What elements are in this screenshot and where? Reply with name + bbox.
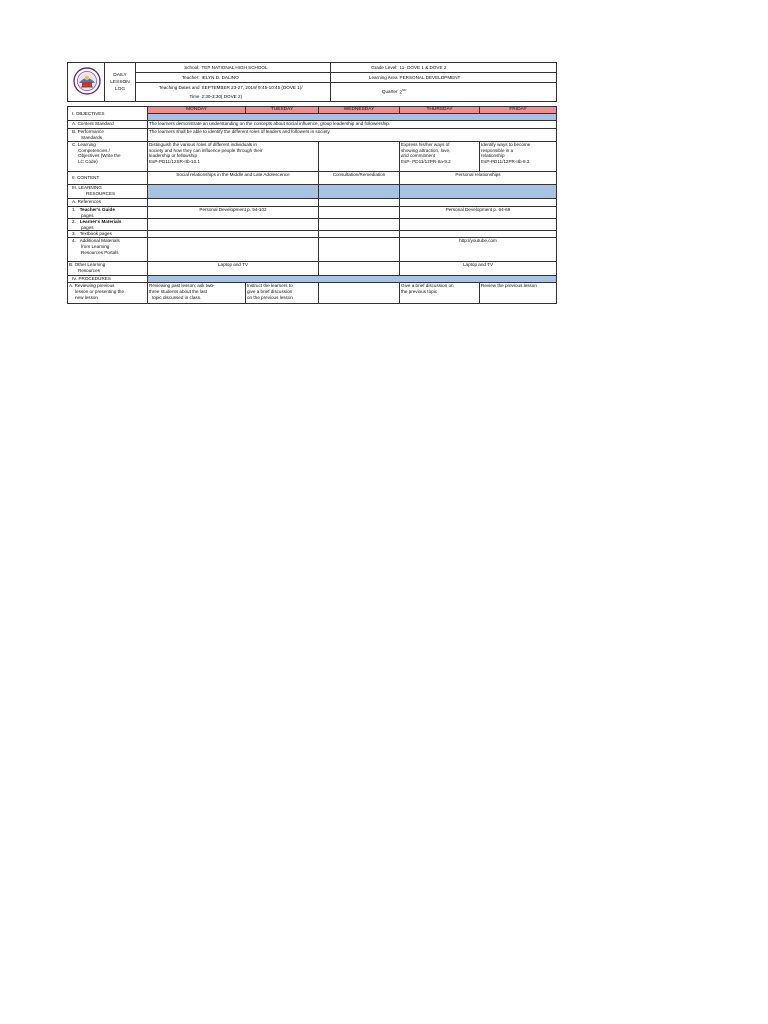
- quarter-value-cell: [399, 83, 557, 102]
- teachers-guide-monday: Personal Development p. 94-102: [148, 207, 319, 219]
- text-line: Give a brief discussion on: [401, 283, 454, 289]
- label-number: 2.: [72, 219, 76, 225]
- dates-label: Teaching Dates and: [136, 83, 201, 93]
- time-value: 2:30-3:30( DOVE 2): [201, 92, 331, 102]
- resources-label: [68, 185, 148, 199]
- content-standard-text: The learners demonstrate an understanding on the concepts about social influence, group leadership and followership.: [148, 121, 557, 129]
- label-line: Objectives (Write the: [78, 153, 121, 159]
- text-line: EsP-PD11/12PR-IIb-9.3: [481, 158, 530, 164]
- text-line: EsP-PD11/12SR-IIb-10.1: [149, 158, 200, 164]
- label-line: Resources Portals: [81, 249, 119, 255]
- teacher-value: IELYN D. DALINO: [201, 73, 331, 83]
- competencies-label: [68, 142, 148, 172]
- logo-cell: [68, 63, 105, 102]
- section-band: [319, 185, 400, 199]
- text-line: the previous topic: [401, 288, 438, 294]
- other-resources-monday: Laptop and TV: [148, 262, 319, 276]
- label-line: new lesson: [75, 294, 98, 300]
- label-line: B. Other Learning: [69, 262, 106, 268]
- label-line: Resources: [78, 267, 100, 273]
- header-table: [67, 62, 557, 102]
- text-line: Express his/her ways of: [401, 142, 450, 147]
- text-line: responsible in a: [481, 147, 514, 153]
- label-number: 3.: [72, 231, 76, 237]
- teacher-label: Teacher:: [136, 73, 201, 83]
- content-monday: Social relationships in the Middle and Late Adolescence: [148, 172, 319, 185]
- empty-cell: [148, 199, 319, 207]
- dll-title-line: LOG: [114, 86, 126, 92]
- dll-title: [105, 63, 136, 102]
- label-line: Competencies /: [78, 147, 110, 153]
- text-line: leadership or fellowship: [149, 153, 198, 159]
- quarter-sup: ND: [402, 88, 407, 93]
- label-number: 1.: [72, 207, 76, 212]
- deped-seal-icon: [73, 67, 101, 95]
- empty-cell: [319, 199, 400, 207]
- empty-cell: [319, 231, 400, 238]
- content-wednesday: Consultation/Remediation: [319, 172, 400, 185]
- procedures-label: IV. PROCEDURES: [68, 276, 148, 283]
- review-monday: [148, 283, 246, 304]
- empty-cell: [400, 219, 557, 231]
- dll-title-line: DAILY: [113, 72, 127, 78]
- label-line: III. LEARNING: [72, 185, 102, 190]
- day-header-wednesday: WEDNESDAY: [319, 107, 400, 114]
- competency-friday: [480, 142, 557, 172]
- dll-title-line: LESSON: [110, 79, 130, 85]
- section-band: [148, 185, 319, 199]
- content-standard-label: A. Content Standard: [68, 121, 148, 129]
- competency-thursday: [400, 142, 480, 172]
- text-line: give a brief discussion: [247, 288, 293, 294]
- empty-cell: [319, 219, 400, 231]
- section-band: [148, 114, 557, 121]
- area-label: Learning Area: [331, 73, 399, 83]
- grade-label: Grade Level:: [331, 63, 399, 73]
- quarter-value: 2: [399, 89, 403, 95]
- competency-wednesday: [319, 142, 400, 172]
- empty-cell: [148, 219, 319, 231]
- review-wednesday: [319, 283, 400, 304]
- label-line: pages: [81, 224, 94, 230]
- text-line: three students about the last: [149, 288, 207, 294]
- school-label: School:: [136, 63, 201, 73]
- review-tuesday: [246, 283, 319, 304]
- text-line: topic discussed in class.: [152, 294, 202, 300]
- empty-cell: [400, 199, 557, 207]
- day-header-thursday: THURSDAY: [400, 107, 480, 114]
- label-text: Additional Materials: [79, 238, 120, 244]
- text-line: Identify ways to become: [481, 142, 531, 147]
- empty-cell: [319, 238, 400, 262]
- text-line: showing attraction, love,: [401, 147, 451, 153]
- day-header-monday: MONDAY: [148, 107, 246, 114]
- text-line: Distinguish the various roles of different individuals in: [149, 142, 257, 147]
- references-label: A. References: [68, 199, 148, 207]
- review-friday: Review the previous lesson: [480, 283, 557, 304]
- learners-materials-label: [68, 219, 148, 231]
- section-band: [400, 185, 557, 199]
- other-resources-thursday: Laptop and TV: [400, 262, 557, 276]
- review-thursday: [400, 283, 480, 304]
- label-text: Learner's Materials: [79, 219, 122, 225]
- dates-value: SEPTEMBER 23-27, 2019/ 9:45-10:45 (DOVE 1)/: [201, 83, 331, 93]
- objectives-label: I. OBJECTIVES: [68, 107, 148, 121]
- day-header-friday: FRIDAY: [480, 107, 557, 114]
- text-line: society and how they can influence people through their: [149, 147, 263, 153]
- additional-materials-label: [68, 238, 148, 262]
- time-label: Time: [136, 92, 201, 102]
- label-line: from Learning: [81, 243, 110, 249]
- quarter-label: Quarter: [331, 83, 399, 102]
- label-text: Textbook pages: [79, 231, 112, 237]
- label-line: Standards: [81, 134, 102, 140]
- label-line: pages: [81, 212, 94, 218]
- label-line: C. Learning: [72, 142, 96, 147]
- additional-materials-link[interactable]: http://youtube.com: [400, 238, 557, 262]
- label-line: RESOURCES: [86, 190, 116, 196]
- text-line: and commitment: [401, 153, 435, 159]
- label-text: Teacher's Guide: [79, 207, 115, 212]
- empty-cell: [400, 231, 557, 238]
- empty-cell: [319, 262, 400, 276]
- other-resources-label: [68, 262, 148, 276]
- text-line: on the previous lesson: [247, 294, 293, 300]
- label-line: A. Reviewing previous: [69, 283, 115, 289]
- empty-cell: [148, 238, 319, 262]
- empty-cell: [148, 231, 319, 238]
- label-line: lesson or presenting the: [75, 288, 125, 294]
- dll-table: [67, 106, 557, 304]
- text-line: relationship: [481, 153, 505, 159]
- teachers-guide-thursday: Personal Development p. 64-69: [400, 207, 557, 219]
- textbook-label: [68, 231, 148, 238]
- competency-monday: [148, 142, 319, 172]
- content-label: II. CONTENT: [68, 172, 148, 185]
- grade-value: 11- DOVE 1 & DOVE 2: [399, 63, 557, 73]
- text-line: Instruct the learners to: [247, 283, 293, 289]
- text-line: Reviewing past lesson; ask two-: [149, 283, 215, 289]
- text-line: EsP- PD11/12PR-IIa-9.2: [401, 158, 451, 164]
- label-line: LC Code): [78, 158, 98, 164]
- content-thursday: Personal relationships: [400, 172, 557, 185]
- label-number: 4.: [72, 238, 76, 244]
- review-label: [68, 283, 148, 304]
- empty-cell: [319, 207, 400, 219]
- school-value: TEP NATIONAL HIGH SCHOOL: [201, 63, 331, 73]
- performance-standard-label: [68, 129, 148, 142]
- teachers-guide-label: [68, 207, 148, 219]
- area-value: PERSONAL DEVELOPMENT: [399, 73, 557, 83]
- day-header-tuesday: TUESDAY: [246, 107, 319, 114]
- section-band: [148, 276, 557, 283]
- label-line: B. Performance: [72, 129, 104, 134]
- performance-standard-text: The learners shall be able to identify the different roles of leaders and followers in society.: [148, 129, 557, 142]
